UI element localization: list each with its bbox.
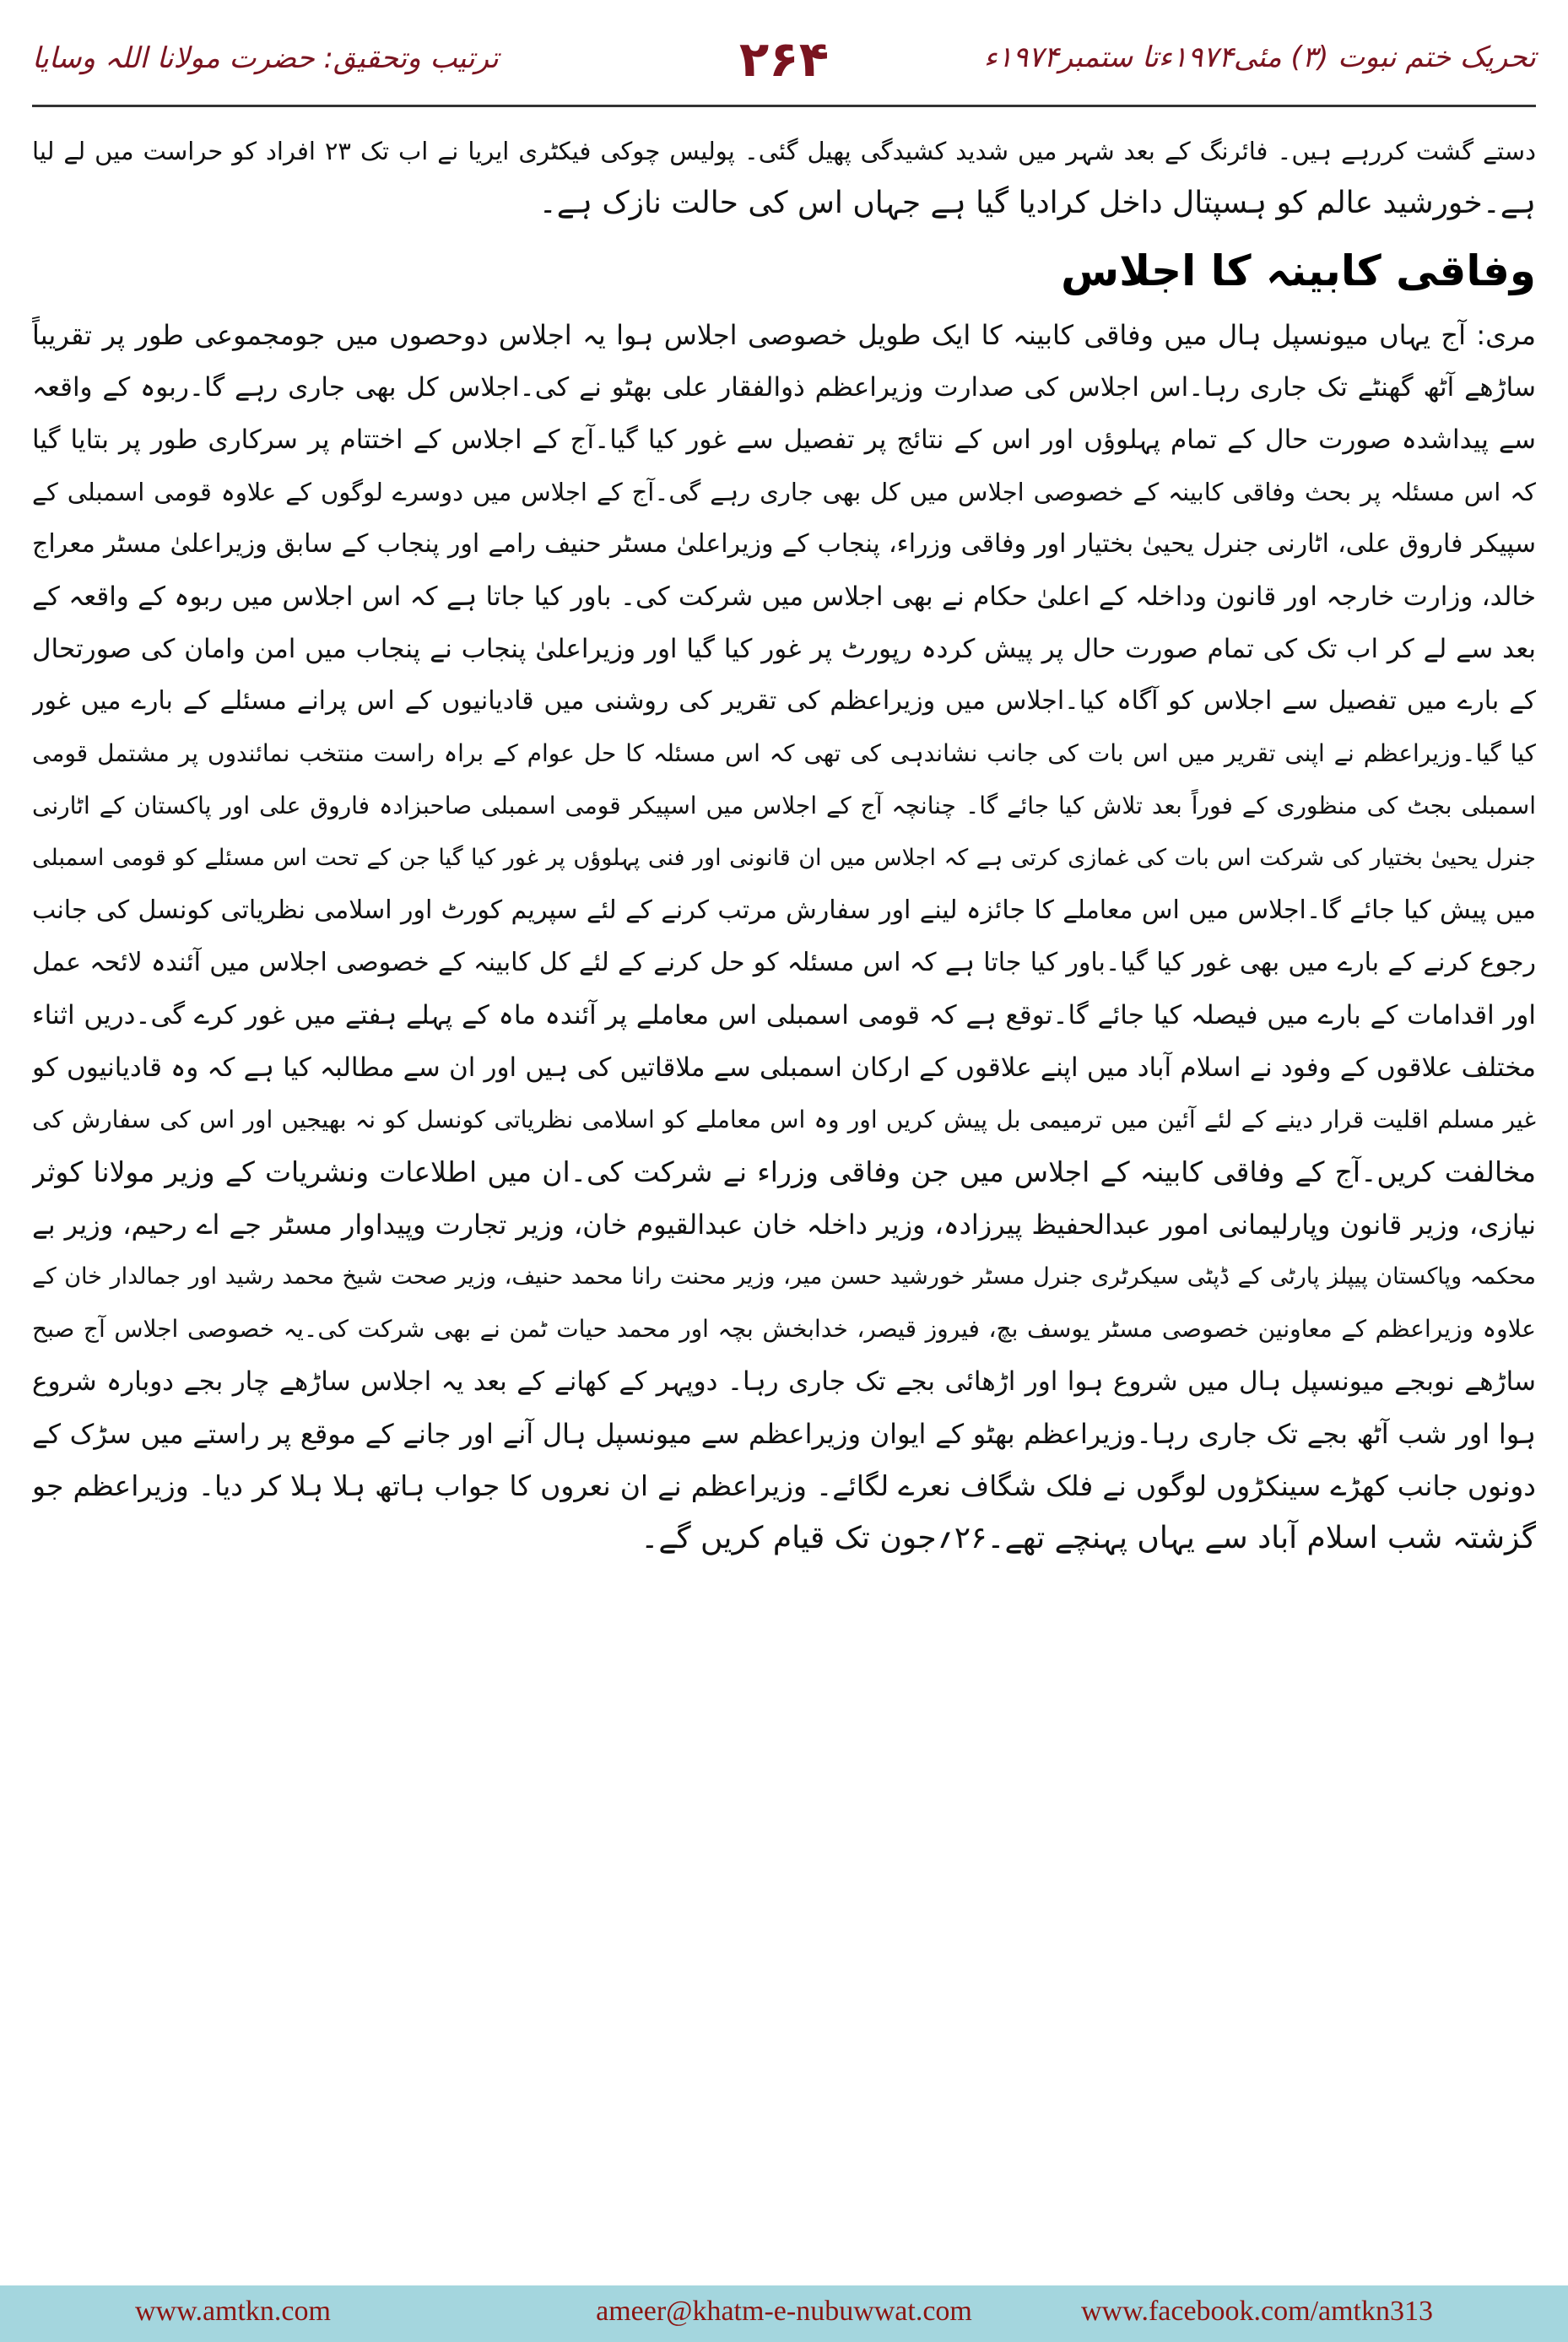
article-line: ساڑھے آٹھ گھنٹے تک جاری رہا۔اس اجلاس کی صدارت وزیراعظم ذوالفقار علی بھٹو نے کی۔اجلاس کل بھی جاری رہے گا۔ربوہ کے واقعہ (32, 372, 1536, 403)
article-line: ہوا اور شب آٹھ بجے تک جاری رہا۔وزیراعظم بھٹو کے ایوان وزیراعظم سے میونسپل ہال آنے اور جانے کے موقع پر راستے میں سڑک کے (32, 1418, 1536, 1450)
header-divider (32, 105, 1536, 107)
article-line: رجوع کرنے کے بارے میں بھی غور کیا گیا۔باور کیا جاتا ہے کہ اس مسئلہ کو حل کرنے کے لئے کل کابینہ کے خصوصی اجلاس میں آئندہ لائحہ عمل (32, 948, 1536, 977)
book-title: تحریک ختم نبوت (۳) مئی۱۹۷۴ءتا ستمبر۱۹۷۴ء (983, 41, 1536, 74)
section-heading: وفاقی کابینہ کا اجلاس (1061, 246, 1536, 295)
article-line: گزشتہ شب اسلام آباد سے یہاں پہنچے تھے۔۲۶؍جون تک قیام کریں گے۔ (641, 1521, 1536, 1555)
article-line: مری: آج یہاں میونسپل ہال میں وفاقی کابینہ کا ایک طویل خصوصی اجلاس ہوا یہ اجلاس دوحصوں میں جومجموعی طور پر تقریباً (32, 319, 1536, 351)
page-footer (0, 2285, 1568, 2342)
compiler-credit: ترتیب وتحقیق: حضرت مولانا اللہ وسایا (32, 41, 499, 75)
article-line: نیازی، وزیر قانون وپارلیمانی امور عبدالحفیظ پیرزادہ، وزیر داخلہ خان عبدالقیوم خان، وزیر تجارت وپیداوار مسٹر جے اے رحیم، وزیر بے (32, 1209, 1536, 1241)
article-line: اسمبلی بجٹ کی منظوری کے فوراً بعد تلاش کیا جائے گا۔ چنانچہ آج کے اجلاس میں اسپیکر قومی اسمبلی صاحبزادہ فاروق علی اور پاکستان کے اٹارنی (32, 792, 1536, 819)
intro-line: ہے۔خورشید عالم کو ہسپتال داخل کرادیا گیا ہے جہاں اس کی حالت نازک ہے۔ (538, 186, 1536, 220)
article-line: کیا گیا۔وزیراعظم نے اپنی تقریر میں اس بات کی جانب نشاندہی کی تھی کہ اس مسئلہ کا حل عوام کے براہ راست منتخب نمائندوں پر مشتمل قومی (32, 739, 1536, 767)
article-line: جنرل یحییٰ بختیار کی شرکت اس بات کی غمازی کرتی ہے کہ اجلاس میں ان قانونی اور فنی پہلوؤں پر غور کیا گیا جن کے تحت اس مسئلے کو قومی اسمبلی (32, 845, 1536, 871)
article-line: میں پیش کیا جائے گا۔اجلاس میں اس معاملے کا جائزہ لینے اور سفارش مرتب کرنے کے لئے سپریم کورٹ اور اسلامی نظریاتی کونسل کی جانب (32, 895, 1536, 925)
facebook-link[interactable]: www.facebook.com/amtkn313 (1080, 2296, 1433, 2327)
article-line: مخالفت کریں۔آج کے وفاقی کابینہ کے اجلاس میں جن وفاقی وزراء نے شرکت کی۔ان میں اطلاعات ونشریات کے وزیر مولانا کوثر (32, 1155, 1536, 1188)
article-line: بعد سے لے کر اب تک کی تمام صورت حال پر پیش کردہ رپورٹ پر غور کیا گیا اور وزیراعلیٰ پنجاب نے پنجاب میں امن وامان کی صورتحال (32, 634, 1536, 664)
website-link[interactable]: www.amtkn.com (135, 2296, 331, 2327)
article-line: مختلف علاقوں کے وفود نے اسلام آباد میں اپنے علاقوں کے ارکان اسمبلی سے ملاقاتیں کی ہیں اور ان سے مطالبہ کیا ہے کہ وہ قادیانیوں کو (32, 1052, 1536, 1083)
email-link[interactable]: ameer@khatm-e-nubuwwat.com (596, 2296, 972, 2327)
article-line: خالد، وزارت خارجہ اور قانون وداخلہ کے اعلیٰ حکام نے بھی اجلاس میں شرکت کی۔ باور کیا جاتا ہے کہ اس اجلاس میں ربوہ کے واقعہ کے (32, 581, 1536, 612)
article-line: سے پیداشدہ صورت حال کے تمام پہلوؤں اور اس کے نتائج پر تفصیل سے غور کیا گیا۔آج کے اجلاس کے اختتام پر سرکاری طور پر بتایا گیا (32, 425, 1536, 455)
article-line: کہ اس مسئلہ پر بحث وفاقی کابینہ کے خصوصی اجلاس میں کل بھی جاری رہے گی۔آج کے اجلاس میں دوسرے لوگوں کے علاوہ قومی اسمبلی کے (32, 478, 1536, 506)
article-line: غیر مسلم اقلیت قرار دینے کے لئے آئین میں ترمیمی بل پیش کریں اور وہ اس معاملے کو اسلامی نظریاتی کونسل کو نہ بھیجیں اور اس کی سفارش کی (32, 1106, 1536, 1133)
page-number: ۲۶۴ (738, 30, 830, 88)
intro-line: دستے گشت کررہے ہیں۔ فائرنگ کے بعد شہر میں شدید کشیدگی پھیل گئی۔ پولیس چوکی فیکٹری ایریا نے اب تک ۲۳ افراد کو حراست میں لے لیا (32, 137, 1536, 165)
article-line: اور اقدامات کے بارے میں فیصلہ کیا جائے گا۔توقع ہے کہ قومی اسمبلی اس معاملے پر آئندہ ماہ کے پہلے ہفتے میں غور کرے گی۔دریں اثناء (32, 1000, 1536, 1030)
page-body (32, 125, 1536, 1565)
article-line: محکمہ وپاکستان پیپلز پارٹی کے ڈپٹی سیکرٹری جنرل مسٹر خورشید حسن میر، وزیر محنت رانا محمد حنیف، وزیر صحت شیخ محمد رشید اور جمالدار خان کے (32, 1263, 1536, 1290)
article-line: ساڑھے نوبجے میونسپل ہال میں شروع ہوا اور اڑھائی بجے تک جاری رہا۔ دوپہر کے کھانے کے بعد یہ اجلاس ساڑھے چار بجے دوبارہ شروع (32, 1366, 1536, 1397)
article-line: علاوہ وزیراعظم کے معاونین خصوصی مسٹر یوسف بچ، فیروز قیصر، خدابخش بچہ اور محمد حیات ٹمن نے بھی شرکت کی۔یہ خصوصی اجلاس آج صبح (32, 1315, 1536, 1343)
article-line: دونوں جانب کھڑے سینکڑوں لوگوں نے فلک شگاف نعرے لگائے۔ وزیراعظم نے ان نعروں کا جواب ہاتھ ہلا ہلا کر دیا۔ وزیراعظم جو (32, 1469, 1536, 1502)
page-header (32, 30, 1536, 101)
article-line: کے بارے میں تفصیل سے اجلاس کو آگاہ کیا۔اجلاس میں وزیراعظم کی تقریر کی روشنی میں قادیانیوں کے اس پرانے مسئلے کے بارے میں غور (32, 686, 1536, 716)
article-line: سپیکر فاروق علی، اٹارنی جنرل یحییٰ بختیار اور وفاقی وزراء، پنجاب کے وزیراعلیٰ مسٹر حنیف رامے اور پنجاب کے سابق وزیراعلیٰ مسٹر معراج (32, 529, 1536, 559)
